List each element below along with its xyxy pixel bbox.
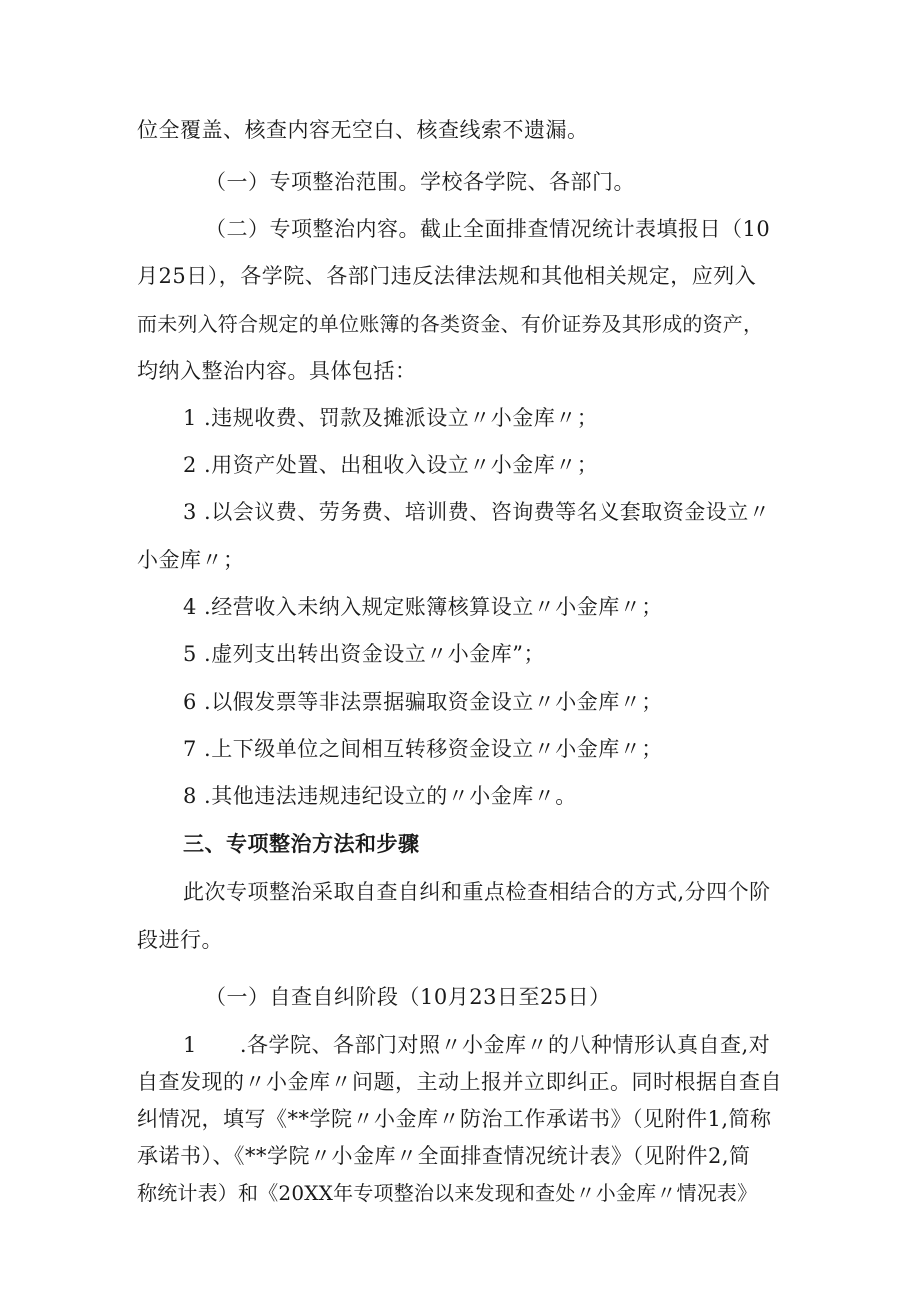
text-line: （二）专项整治内容。截止全面排查情况统计表填报日（10 [205,217,771,241]
list-item: 5 .虚列支出转出资金设立〃小金库”； [183,642,545,666]
list-item: 8 .其他违法违规违纪设立的〃小金库〃。 [183,784,577,808]
text-line: 此次专项整治采取自查自纠和重点检查相结合的方式,分四个阶 [183,880,771,904]
list-item: 1 .各学院、各部门对照〃小金库〃的八种情形认真自查,对 [183,1033,771,1057]
text-line: 承诺书）、《**学院〃小金库〃全面排查情况统计表》（见附件2,简 [137,1144,751,1168]
list-item: 6 .以假发票等非法票据骗取资金设立〃小金库〃； [183,690,663,714]
text-line: 小金库〃； [137,548,245,572]
list-item: 3 .以会议费、劳务费、培训费、咨询费等名义套取资金设立〃 [183,500,771,524]
list-item: 4 .经营收入未纳入规定账簿核算设立〃小金库〃； [183,595,663,619]
text-line: （一）专项整治范围。学校各学院、各部门。 [205,170,635,194]
text-line: 纠情况，填写《**学院〃小金库〃防治工作承诺书》（见附件1,简称 [137,1107,772,1131]
text-line: 月25日），各学院、各部门违反法律法规和其他相关规定，应列入 [137,264,757,288]
text-line: 段进行。 [137,928,223,952]
section-heading: 三、专项整治方法和步骤 [183,832,420,856]
text-line: 自查发现的〃小金库〃问题，主动上报并立即纠正。同时根据自查自 [137,1070,782,1094]
text-line: 位全覆盖、核查内容无空白、核查线索不遗漏。 [137,118,589,142]
list-item: 2 .用资产处置、出租收入设立〃小金库〃； [183,453,599,477]
text-line: 称统计表）和《20XX年专项整治以来发现和查处〃小金库〃情况表》 [137,1181,758,1205]
list-item: 7 .上下级单位之间相互转移资金设立〃小金库〃； [183,737,663,761]
text-line: 均纳入整治内容。具体包括： [137,359,417,383]
text-line: 而未列入符合规定的单位账簿的各类资金、有价证券及其形成的资产， [137,312,764,336]
subsection-heading: （一）自查自纠阶段（10月23日至25日） [205,985,611,1009]
list-item: 1 .违规收费、罚款及摊派设立〃小金库〃； [183,406,599,430]
